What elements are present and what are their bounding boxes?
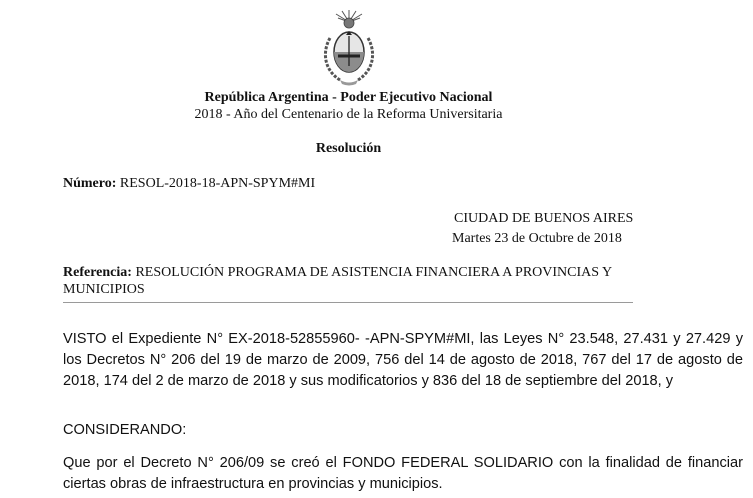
year-motto: 2018 - Año del Centenario de la Reforma Universitaria — [194, 107, 503, 122]
considerando-heading: CONSIDERANDO: — [63, 422, 187, 438]
coat-of-arms-icon — [318, 8, 380, 88]
divider — [63, 302, 633, 303]
visto-paragraph: VISTO el Expediente N° EX-2018-52855960- -APN-SPYM#MI, las Leyes N° 23.548, 27.431 y 27.429 y los Decretos N° 206 del 19 de marzo de 2009, 756 del 14 de agosto de 2018, 767 del 17 de agosto de 2018, 174 del 2 de marzo de 2018 y sus modificatorios y 836 del 18 de septiembre del 2018, y — [63, 331, 743, 389]
document-number-value: RESOL-2018-18-APN-SPYM#MI — [119, 176, 316, 191]
document-number — [63, 176, 315, 192]
date: Martes 23 de Octubre de 2018 — [452, 231, 622, 246]
document-type: Resolución — [315, 141, 382, 156]
location: CIUDAD DE BUENOS AIRES — [454, 211, 634, 226]
document-number-label: Número: — [63, 176, 117, 191]
reference-value: RESOLUCIÓN PROGRAMA DE ASISTENCIA FINANCIERA A PROVINCIAS Y MUNICIPIOS — [63, 265, 612, 297]
issuer-title: República Argentina - Poder Ejecutivo Nacional — [204, 90, 493, 105]
reference-label: Referencia: — [63, 265, 132, 280]
reference — [63, 264, 653, 298]
considerando-paragraph: Que por el Decreto N° 206/09 se creó el FONDO FEDERAL SOLIDARIO con la finalidad de financiar ciertas obras de infraestructura en provincias y municipios. — [63, 455, 743, 492]
